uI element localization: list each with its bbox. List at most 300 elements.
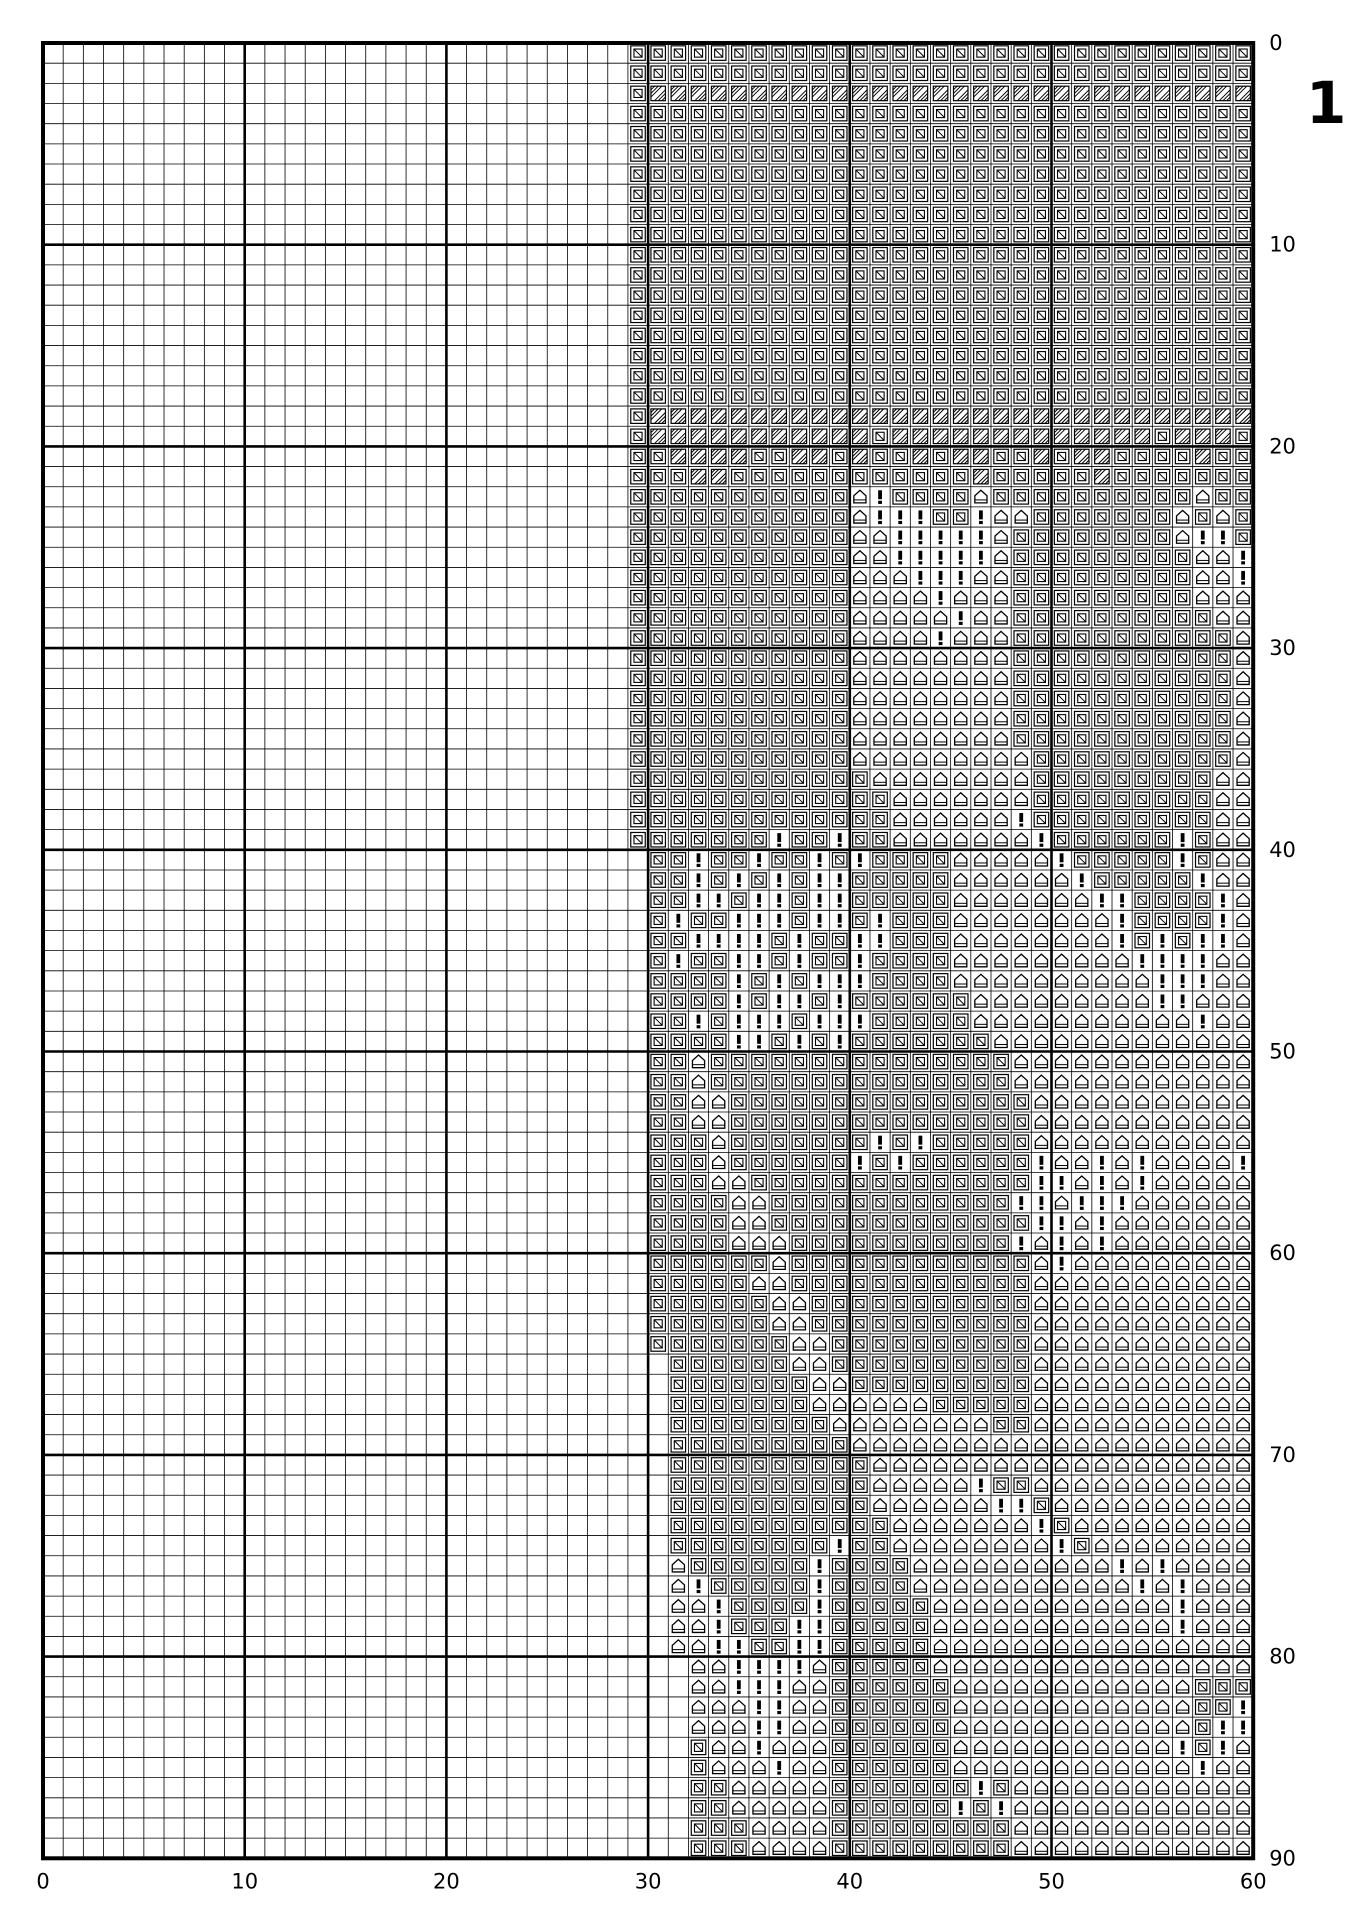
house-stitch (1056, 934, 1068, 947)
background-stitch (1115, 671, 1130, 686)
house-stitch (955, 1620, 967, 1633)
background-stitch (873, 46, 888, 61)
background-stitch (1196, 812, 1211, 827)
background-stitch (1014, 248, 1029, 263)
background-stitch (772, 1417, 787, 1432)
background-stitch (711, 530, 726, 545)
exclamation-stitch (858, 1156, 862, 1170)
background-stitch (651, 732, 666, 747)
background-stitch (893, 248, 908, 263)
y-tick-label: 0 (1269, 31, 1282, 55)
background-stitch (853, 46, 868, 61)
house-stitch (1136, 994, 1148, 1007)
background-stitch (913, 1155, 928, 1170)
exclamation-stitch (697, 1015, 701, 1029)
hatched-stitch (732, 449, 747, 464)
background-stitch (873, 1780, 888, 1795)
background-stitch (772, 671, 787, 686)
house-stitch (894, 813, 906, 826)
house-stitch (1197, 1801, 1209, 1814)
house-stitch (1217, 873, 1229, 886)
house-stitch (692, 1095, 704, 1108)
hatched-stitch (893, 429, 908, 444)
house-stitch (1217, 1237, 1229, 1250)
house-stitch (1217, 1761, 1229, 1774)
exclamation-stitch (1060, 1176, 1064, 1190)
background-stitch (994, 1377, 1009, 1392)
background-stitch (812, 227, 827, 242)
background-stitch (933, 490, 948, 505)
background-stitch (651, 933, 666, 948)
hatched-stitch (1115, 429, 1130, 444)
background-stitch (953, 1175, 968, 1190)
background-stitch (832, 369, 847, 384)
background-stitch (1115, 328, 1130, 343)
exclamation-stitch (898, 551, 902, 565)
house-stitch (1076, 1156, 1088, 1169)
house-stitch (1096, 1035, 1108, 1048)
background-stitch (1034, 248, 1049, 263)
house-stitch (1197, 1196, 1209, 1209)
background-stitch (671, 832, 686, 847)
background-stitch (974, 328, 989, 343)
background-stitch (1014, 1357, 1029, 1372)
y-tick-label: 90 (1269, 1846, 1296, 1870)
background-stitch (1155, 248, 1170, 263)
house-stitch (1076, 1055, 1088, 1068)
background-stitch (671, 348, 686, 363)
background-stitch (832, 1659, 847, 1674)
background-stitch (1054, 590, 1069, 605)
background-stitch (1075, 530, 1090, 545)
background-stitch (974, 1841, 989, 1856)
background-stitch (1095, 691, 1110, 706)
background-stitch (1135, 389, 1150, 404)
background-stitch (1095, 147, 1110, 162)
background-stitch (1155, 66, 1170, 81)
background-stitch (853, 66, 868, 81)
exclamation-stitch (1040, 1176, 1044, 1190)
house-stitch (1237, 712, 1249, 725)
background-stitch (974, 1095, 989, 1110)
background-stitch (1054, 389, 1069, 404)
house-stitch (1197, 1660, 1209, 1673)
hatched-stitch (1196, 409, 1211, 424)
background-stitch (994, 449, 1009, 464)
background-stitch (732, 1538, 747, 1553)
background-stitch (1155, 832, 1170, 847)
background-stitch (953, 1014, 968, 1029)
background-stitch (974, 1196, 989, 1211)
background-stitch (873, 1841, 888, 1856)
house-stitch (1035, 1539, 1047, 1552)
background-stitch (812, 1276, 827, 1291)
hatched-stitch (933, 429, 948, 444)
house-stitch (934, 793, 946, 806)
background-stitch (953, 167, 968, 182)
background-stitch (752, 1296, 767, 1311)
hatched-stitch (832, 409, 847, 424)
hatched-stitch (812, 429, 827, 444)
hatched-stitch (752, 429, 767, 444)
house-stitch (995, 1600, 1007, 1613)
background-stitch (752, 227, 767, 242)
house-stitch (1237, 793, 1249, 806)
background-stitch (893, 328, 908, 343)
house-stitch (955, 1640, 967, 1653)
background-stitch (994, 207, 1009, 222)
background-stitch (832, 590, 847, 605)
house-stitch (914, 793, 926, 806)
background-stitch (913, 490, 928, 505)
house-stitch (1156, 1801, 1168, 1814)
background-stitch (631, 550, 646, 565)
background-stitch (691, 1760, 706, 1775)
background-stitch (1054, 711, 1069, 726)
background-stitch (832, 691, 847, 706)
background-stitch (873, 1115, 888, 1130)
background-stitch (933, 1296, 948, 1311)
hatched-stitch (1095, 469, 1110, 484)
background-stitch (812, 1155, 827, 1170)
background-stitch (691, 550, 706, 565)
background-stitch (732, 227, 747, 242)
house-stitch (1076, 1358, 1088, 1371)
background-stitch (671, 1478, 686, 1493)
background-stitch (1054, 288, 1069, 303)
background-stitch (893, 1377, 908, 1392)
hatched-stitch (1014, 429, 1029, 444)
background-stitch (893, 1095, 908, 1110)
background-stitch (711, 1196, 726, 1211)
background-stitch (1175, 651, 1190, 666)
hatched-stitch (732, 86, 747, 101)
house-stitch (1217, 1035, 1229, 1048)
house-stitch (1237, 1358, 1249, 1371)
background-stitch (651, 1256, 666, 1271)
house-stitch (1096, 1781, 1108, 1794)
background-stitch (1135, 590, 1150, 605)
background-stitch (1054, 772, 1069, 787)
background-stitch (974, 1135, 989, 1150)
background-stitch (1115, 490, 1130, 505)
background-stitch (792, 1135, 807, 1150)
background-stitch (933, 248, 948, 263)
house-stitch (1096, 1600, 1108, 1613)
background-stitch (873, 1337, 888, 1352)
exclamation-stitch (737, 934, 741, 948)
house-stitch (713, 1680, 725, 1693)
background-stitch (1115, 187, 1130, 202)
house-stitch (1177, 1176, 1189, 1189)
exclamation-stitch (959, 551, 963, 565)
background-stitch (651, 369, 666, 384)
house-stitch (1217, 1499, 1229, 1512)
house-stitch (1237, 1176, 1249, 1189)
background-stitch (893, 1659, 908, 1674)
background-stitch (772, 691, 787, 706)
background-stitch (1236, 389, 1251, 404)
house-stitch (1116, 1418, 1128, 1431)
exclamation-stitch (1241, 571, 1245, 585)
background-stitch (974, 389, 989, 404)
hatched-stitch (792, 449, 807, 464)
house-stitch (1237, 1337, 1249, 1350)
background-stitch (832, 1256, 847, 1271)
background-stitch (1095, 46, 1110, 61)
background-stitch (873, 1700, 888, 1715)
background-stitch (671, 974, 686, 989)
house-stitch (1136, 1398, 1148, 1411)
hatched-stitch (913, 86, 928, 101)
background-stitch (853, 369, 868, 384)
background-stitch (671, 651, 686, 666)
background-stitch (691, 530, 706, 545)
house-stitch (914, 1398, 926, 1411)
background-stitch (832, 1680, 847, 1695)
house-stitch (1096, 1317, 1108, 1330)
house-stitch (793, 1821, 805, 1834)
house-stitch (1035, 994, 1047, 1007)
hatched-stitch (1075, 409, 1090, 424)
house-stitch (995, 773, 1007, 786)
background-stitch (671, 227, 686, 242)
background-stitch (1196, 853, 1211, 868)
background-stitch (832, 1599, 847, 1614)
background-stitch (1196, 369, 1211, 384)
house-stitch (975, 1458, 987, 1471)
house-stitch (1197, 571, 1209, 584)
exclamation-stitch (757, 894, 761, 908)
background-stitch (1175, 46, 1190, 61)
background-stitch (873, 1095, 888, 1110)
background-stitch (832, 1619, 847, 1634)
exclamation-stitch (797, 994, 801, 1008)
background-stitch (1196, 288, 1211, 303)
house-stitch (1177, 1559, 1189, 1572)
background-stitch (812, 1216, 827, 1231)
house-stitch (1177, 1136, 1189, 1149)
hatched-stitch (1196, 449, 1211, 464)
exclamation-stitch (1181, 1620, 1185, 1634)
background-stitch (1155, 711, 1170, 726)
house-stitch (1197, 1257, 1209, 1270)
background-stitch (812, 369, 827, 384)
background-stitch (772, 651, 787, 666)
hatched-stitch (953, 449, 968, 464)
background-stitch (752, 1579, 767, 1594)
background-stitch (994, 147, 1009, 162)
exclamation-stitch (797, 1035, 801, 1049)
background-stitch (1135, 207, 1150, 222)
house-stitch (1197, 1418, 1209, 1431)
background-stitch (1155, 268, 1170, 283)
background-stitch (1014, 389, 1029, 404)
background-stitch (873, 953, 888, 968)
background-stitch (752, 46, 767, 61)
house-stitch (955, 914, 967, 927)
background-stitch (1014, 288, 1029, 303)
exclamation-stitch (838, 1015, 842, 1029)
background-stitch (1175, 913, 1190, 928)
hatched-stitch (732, 429, 747, 444)
background-stitch (1014, 732, 1029, 747)
background-stitch (711, 1518, 726, 1533)
background-stitch (671, 994, 686, 1009)
background-stitch (711, 1417, 726, 1432)
background-stitch (1216, 449, 1231, 464)
background-stitch (853, 1034, 868, 1049)
house-stitch (1076, 994, 1088, 1007)
background-stitch (1014, 1135, 1029, 1150)
background-stitch (772, 348, 787, 363)
background-stitch (651, 1175, 666, 1190)
background-stitch (953, 1135, 968, 1150)
background-stitch (873, 389, 888, 404)
house-stitch (813, 1801, 825, 1814)
background-stitch (671, 1155, 686, 1170)
background-stitch (752, 732, 767, 747)
house-stitch (874, 1499, 886, 1512)
house-stitch (1035, 1660, 1047, 1673)
background-stitch (873, 308, 888, 323)
background-stitch (792, 46, 807, 61)
exclamation-stitch (818, 1015, 822, 1029)
house-stitch (1156, 1216, 1168, 1229)
background-stitch (732, 1599, 747, 1614)
background-stitch (1216, 328, 1231, 343)
background-stitch (893, 147, 908, 162)
background-stitch (1075, 832, 1090, 847)
house-stitch (1096, 1741, 1108, 1754)
background-stitch (832, 1276, 847, 1291)
background-stitch (1196, 752, 1211, 767)
exclamation-stitch (777, 894, 781, 908)
house-stitch (1096, 1337, 1108, 1350)
house-stitch (1035, 1075, 1047, 1088)
background-stitch (832, 227, 847, 242)
background-stitch (691, 1155, 706, 1170)
background-stitch (1115, 711, 1130, 726)
background-stitch (1115, 651, 1130, 666)
axis-labels (36, 31, 1296, 1893)
house-stitch (1136, 1015, 1148, 1028)
background-stitch (1216, 752, 1231, 767)
house-stitch (1096, 1116, 1108, 1129)
exclamation-stitch (1241, 551, 1245, 565)
house-stitch (1035, 954, 1047, 967)
exclamation-stitch (818, 853, 822, 867)
exclamation-stitch (818, 1559, 822, 1573)
background-stitch (933, 268, 948, 283)
house-stitch (1076, 1438, 1088, 1451)
background-stitch (1175, 711, 1190, 726)
house-stitch (1136, 1257, 1148, 1270)
background-stitch (812, 651, 827, 666)
background-stitch (953, 1115, 968, 1130)
exclamation-stitch (737, 954, 741, 968)
house-stitch (1217, 1216, 1229, 1229)
house-stitch (1076, 1095, 1088, 1108)
exclamation-stitch (777, 1680, 781, 1694)
house-stitch (995, 813, 1007, 826)
background-stitch (1014, 1377, 1029, 1392)
background-stitch (1095, 611, 1110, 626)
exclamation-stitch (1241, 1700, 1245, 1714)
house-stitch (1116, 1438, 1128, 1451)
background-stitch (1155, 389, 1170, 404)
house-stitch (1076, 1700, 1088, 1713)
background-stitch (893, 1296, 908, 1311)
house-stitch (813, 1358, 825, 1371)
house-stitch (995, 894, 1007, 907)
house-stitch (955, 672, 967, 685)
background-stitch (812, 308, 827, 323)
background-stitch (792, 611, 807, 626)
house-stitch (1217, 1055, 1229, 1068)
background-stitch (631, 308, 646, 323)
house-stitch (733, 1721, 745, 1734)
house-stitch (854, 510, 866, 523)
background-stitch (1216, 147, 1231, 162)
house-stitch (854, 531, 866, 544)
house-stitch (975, 571, 987, 584)
background-stitch (752, 1115, 767, 1130)
exclamation-stitch (818, 974, 822, 988)
background-stitch (671, 1538, 686, 1553)
background-stitch (651, 1216, 666, 1231)
background-stitch (711, 1075, 726, 1090)
background-stitch (772, 590, 787, 605)
background-stitch (651, 994, 666, 1009)
house-stitch (1136, 1519, 1148, 1532)
background-stitch (974, 207, 989, 222)
hatched-stitch (1155, 409, 1170, 424)
background-stitch (631, 409, 646, 424)
house-stitch (1015, 752, 1027, 765)
house-stitch (1197, 1378, 1209, 1391)
house-stitch (1116, 994, 1128, 1007)
house-stitch (1197, 1176, 1209, 1189)
background-stitch (913, 1075, 928, 1090)
background-stitch (1075, 268, 1090, 283)
background-stitch (994, 227, 1009, 242)
house-stitch (1237, 994, 1249, 1007)
background-stitch (812, 570, 827, 585)
background-stitch (1075, 46, 1090, 61)
house-stitch (1015, 1579, 1027, 1592)
background-stitch (671, 268, 686, 283)
house-stitch (1177, 1378, 1189, 1391)
house-stitch (692, 1620, 704, 1633)
background-stitch (691, 691, 706, 706)
hatched-stitch (792, 409, 807, 424)
exclamation-stitch (777, 994, 781, 1008)
exclamation-stitch (918, 531, 922, 545)
background-stitch (732, 1357, 747, 1372)
background-stitch (651, 651, 666, 666)
background-stitch (732, 1377, 747, 1392)
house-stitch (1237, 1842, 1249, 1855)
house-stitch (793, 1781, 805, 1794)
background-stitch (1034, 106, 1049, 121)
background-stitch (853, 1599, 868, 1614)
house-stitch (793, 1317, 805, 1330)
house-stitch (874, 531, 886, 544)
house-stitch (1076, 1297, 1088, 1310)
background-stitch (832, 1357, 847, 1372)
background-stitch (691, 389, 706, 404)
